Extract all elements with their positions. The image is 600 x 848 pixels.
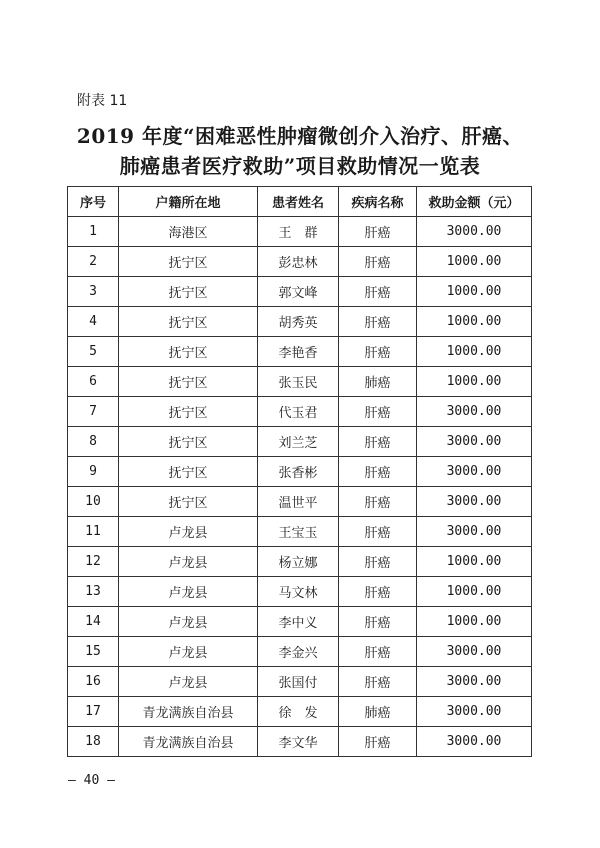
table-row bbox=[68, 397, 532, 427]
cell-name: 胡秀英 bbox=[258, 307, 339, 337]
cell-amount: 1000.00 bbox=[417, 277, 532, 307]
cell-amount: 1000.00 bbox=[417, 367, 532, 397]
cell-disease: 肝癌 bbox=[339, 307, 417, 337]
cell-region: 抚宁区 bbox=[119, 397, 258, 427]
cell-region: 卢龙县 bbox=[119, 577, 258, 607]
table-row bbox=[68, 337, 532, 367]
cell-name: 王宝玉 bbox=[258, 517, 339, 547]
cell-name: 郭文峰 bbox=[258, 277, 339, 307]
cell-amount: 1000.00 bbox=[417, 607, 532, 637]
cell-name: 徐 发 bbox=[258, 697, 339, 727]
cell-no: 14 bbox=[68, 607, 119, 637]
cell-region: 卢龙县 bbox=[119, 517, 258, 547]
cell-amount: 1000.00 bbox=[417, 247, 532, 277]
table-row bbox=[68, 697, 532, 727]
table-row bbox=[68, 607, 532, 637]
table-row bbox=[68, 247, 532, 277]
header-region: 户籍所在地 bbox=[119, 187, 258, 217]
page-number: — 40 — bbox=[68, 773, 115, 788]
table-row bbox=[68, 427, 532, 457]
cell-name: 刘兰芝 bbox=[258, 427, 339, 457]
cell-name: 张香彬 bbox=[258, 457, 339, 487]
table-row bbox=[68, 457, 532, 487]
cell-disease: 肝癌 bbox=[339, 607, 417, 637]
document-title-line2: 肺癌患者医疗救助”项目救助情况一览表 bbox=[119, 154, 481, 178]
cell-name: 温世平 bbox=[258, 487, 339, 517]
table-row bbox=[68, 577, 532, 607]
cell-no: 2 bbox=[68, 247, 119, 277]
cell-name: 杨立娜 bbox=[258, 547, 339, 577]
cell-no: 5 bbox=[68, 337, 119, 367]
cell-region: 抚宁区 bbox=[119, 277, 258, 307]
cell-amount: 1000.00 bbox=[417, 307, 532, 337]
cell-disease: 肝癌 bbox=[339, 457, 417, 487]
table-row bbox=[68, 547, 532, 577]
cell-no: 3 bbox=[68, 277, 119, 307]
cell-no: 6 bbox=[68, 367, 119, 397]
cell-no: 9 bbox=[68, 457, 119, 487]
cell-no: 15 bbox=[68, 637, 119, 667]
cell-amount: 3000.00 bbox=[417, 637, 532, 667]
cell-name: 代玉君 bbox=[258, 397, 339, 427]
cell-name: 彭忠林 bbox=[258, 247, 339, 277]
cell-amount: 1000.00 bbox=[417, 547, 532, 577]
cell-disease: 肺癌 bbox=[339, 697, 417, 727]
cell-name: 李文华 bbox=[258, 727, 339, 757]
cell-region: 卢龙县 bbox=[119, 547, 258, 577]
cell-amount: 3000.00 bbox=[417, 517, 532, 547]
table-row bbox=[68, 307, 532, 337]
cell-amount: 3000.00 bbox=[417, 397, 532, 427]
cell-no: 1 bbox=[68, 217, 119, 247]
table-header-row bbox=[68, 187, 532, 217]
table-row bbox=[68, 667, 532, 697]
cell-region: 抚宁区 bbox=[119, 427, 258, 457]
table-row bbox=[68, 217, 532, 247]
cell-region: 卢龙县 bbox=[119, 667, 258, 697]
header-name: 患者姓名 bbox=[258, 187, 339, 217]
cell-amount: 3000.00 bbox=[417, 457, 532, 487]
cell-region: 抚宁区 bbox=[119, 337, 258, 367]
cell-no: 8 bbox=[68, 427, 119, 457]
cell-disease: 肝癌 bbox=[339, 277, 417, 307]
cell-disease: 肝癌 bbox=[339, 577, 417, 607]
cell-no: 16 bbox=[68, 667, 119, 697]
cell-disease: 肝癌 bbox=[339, 217, 417, 247]
cell-region: 抚宁区 bbox=[119, 457, 258, 487]
cell-region: 青龙满族自治县 bbox=[119, 727, 258, 757]
table-row bbox=[68, 637, 532, 667]
cell-disease: 肝癌 bbox=[339, 337, 417, 367]
cell-disease: 肝癌 bbox=[339, 727, 417, 757]
cell-name: 李中义 bbox=[258, 607, 339, 637]
cell-no: 18 bbox=[68, 727, 119, 757]
header-disease: 疾病名称 bbox=[339, 187, 417, 217]
cell-region: 卢龙县 bbox=[119, 607, 258, 637]
cell-no: 4 bbox=[68, 307, 119, 337]
cell-amount: 1000.00 bbox=[417, 577, 532, 607]
header-amount: 救助金额（元） bbox=[417, 187, 532, 217]
cell-name: 李金兴 bbox=[258, 637, 339, 667]
cell-region: 抚宁区 bbox=[119, 247, 258, 277]
table-row bbox=[68, 487, 532, 517]
cell-no: 13 bbox=[68, 577, 119, 607]
table-row bbox=[68, 277, 532, 307]
cell-no: 12 bbox=[68, 547, 119, 577]
cell-disease: 肝癌 bbox=[339, 247, 417, 277]
cell-name: 李艳香 bbox=[258, 337, 339, 367]
cell-disease: 肝癌 bbox=[339, 397, 417, 427]
cell-name: 张国付 bbox=[258, 667, 339, 697]
cell-amount: 3000.00 bbox=[417, 487, 532, 517]
table-row bbox=[68, 517, 532, 547]
cell-no: 7 bbox=[68, 397, 119, 427]
cell-name: 张玉民 bbox=[258, 367, 339, 397]
header-no: 序号 bbox=[68, 187, 119, 217]
cell-region: 青龙满族自治县 bbox=[119, 697, 258, 727]
cell-region: 抚宁区 bbox=[119, 487, 258, 517]
cell-amount: 3000.00 bbox=[417, 727, 532, 757]
cell-no: 11 bbox=[68, 517, 119, 547]
cell-no: 17 bbox=[68, 697, 119, 727]
cell-region: 抚宁区 bbox=[119, 367, 258, 397]
table-row bbox=[68, 727, 532, 757]
cell-region: 卢龙县 bbox=[119, 637, 258, 667]
appendix-label: 附表 11 bbox=[77, 93, 128, 109]
aid-table bbox=[67, 186, 532, 757]
cell-name: 马文林 bbox=[258, 577, 339, 607]
cell-region: 抚宁区 bbox=[119, 307, 258, 337]
cell-disease: 肝癌 bbox=[339, 517, 417, 547]
cell-disease: 肺癌 bbox=[339, 367, 417, 397]
cell-disease: 肝癌 bbox=[339, 667, 417, 697]
cell-amount: 3000.00 bbox=[417, 217, 532, 247]
table-row bbox=[68, 367, 532, 397]
cell-amount: 3000.00 bbox=[417, 427, 532, 457]
cell-name: 王 群 bbox=[258, 217, 339, 247]
cell-disease: 肝癌 bbox=[339, 487, 417, 517]
cell-amount: 1000.00 bbox=[417, 337, 532, 367]
cell-disease: 肝癌 bbox=[339, 547, 417, 577]
cell-disease: 肝癌 bbox=[339, 427, 417, 457]
cell-amount: 3000.00 bbox=[417, 667, 532, 697]
document-title-line1: 2019 年度“困难恶性肿瘤微创介入治疗、肝癌、 bbox=[76, 124, 524, 148]
cell-disease: 肝癌 bbox=[339, 637, 417, 667]
table-body bbox=[68, 217, 532, 757]
cell-amount: 3000.00 bbox=[417, 697, 532, 727]
cell-region: 海港区 bbox=[119, 217, 258, 247]
cell-no: 10 bbox=[68, 487, 119, 517]
